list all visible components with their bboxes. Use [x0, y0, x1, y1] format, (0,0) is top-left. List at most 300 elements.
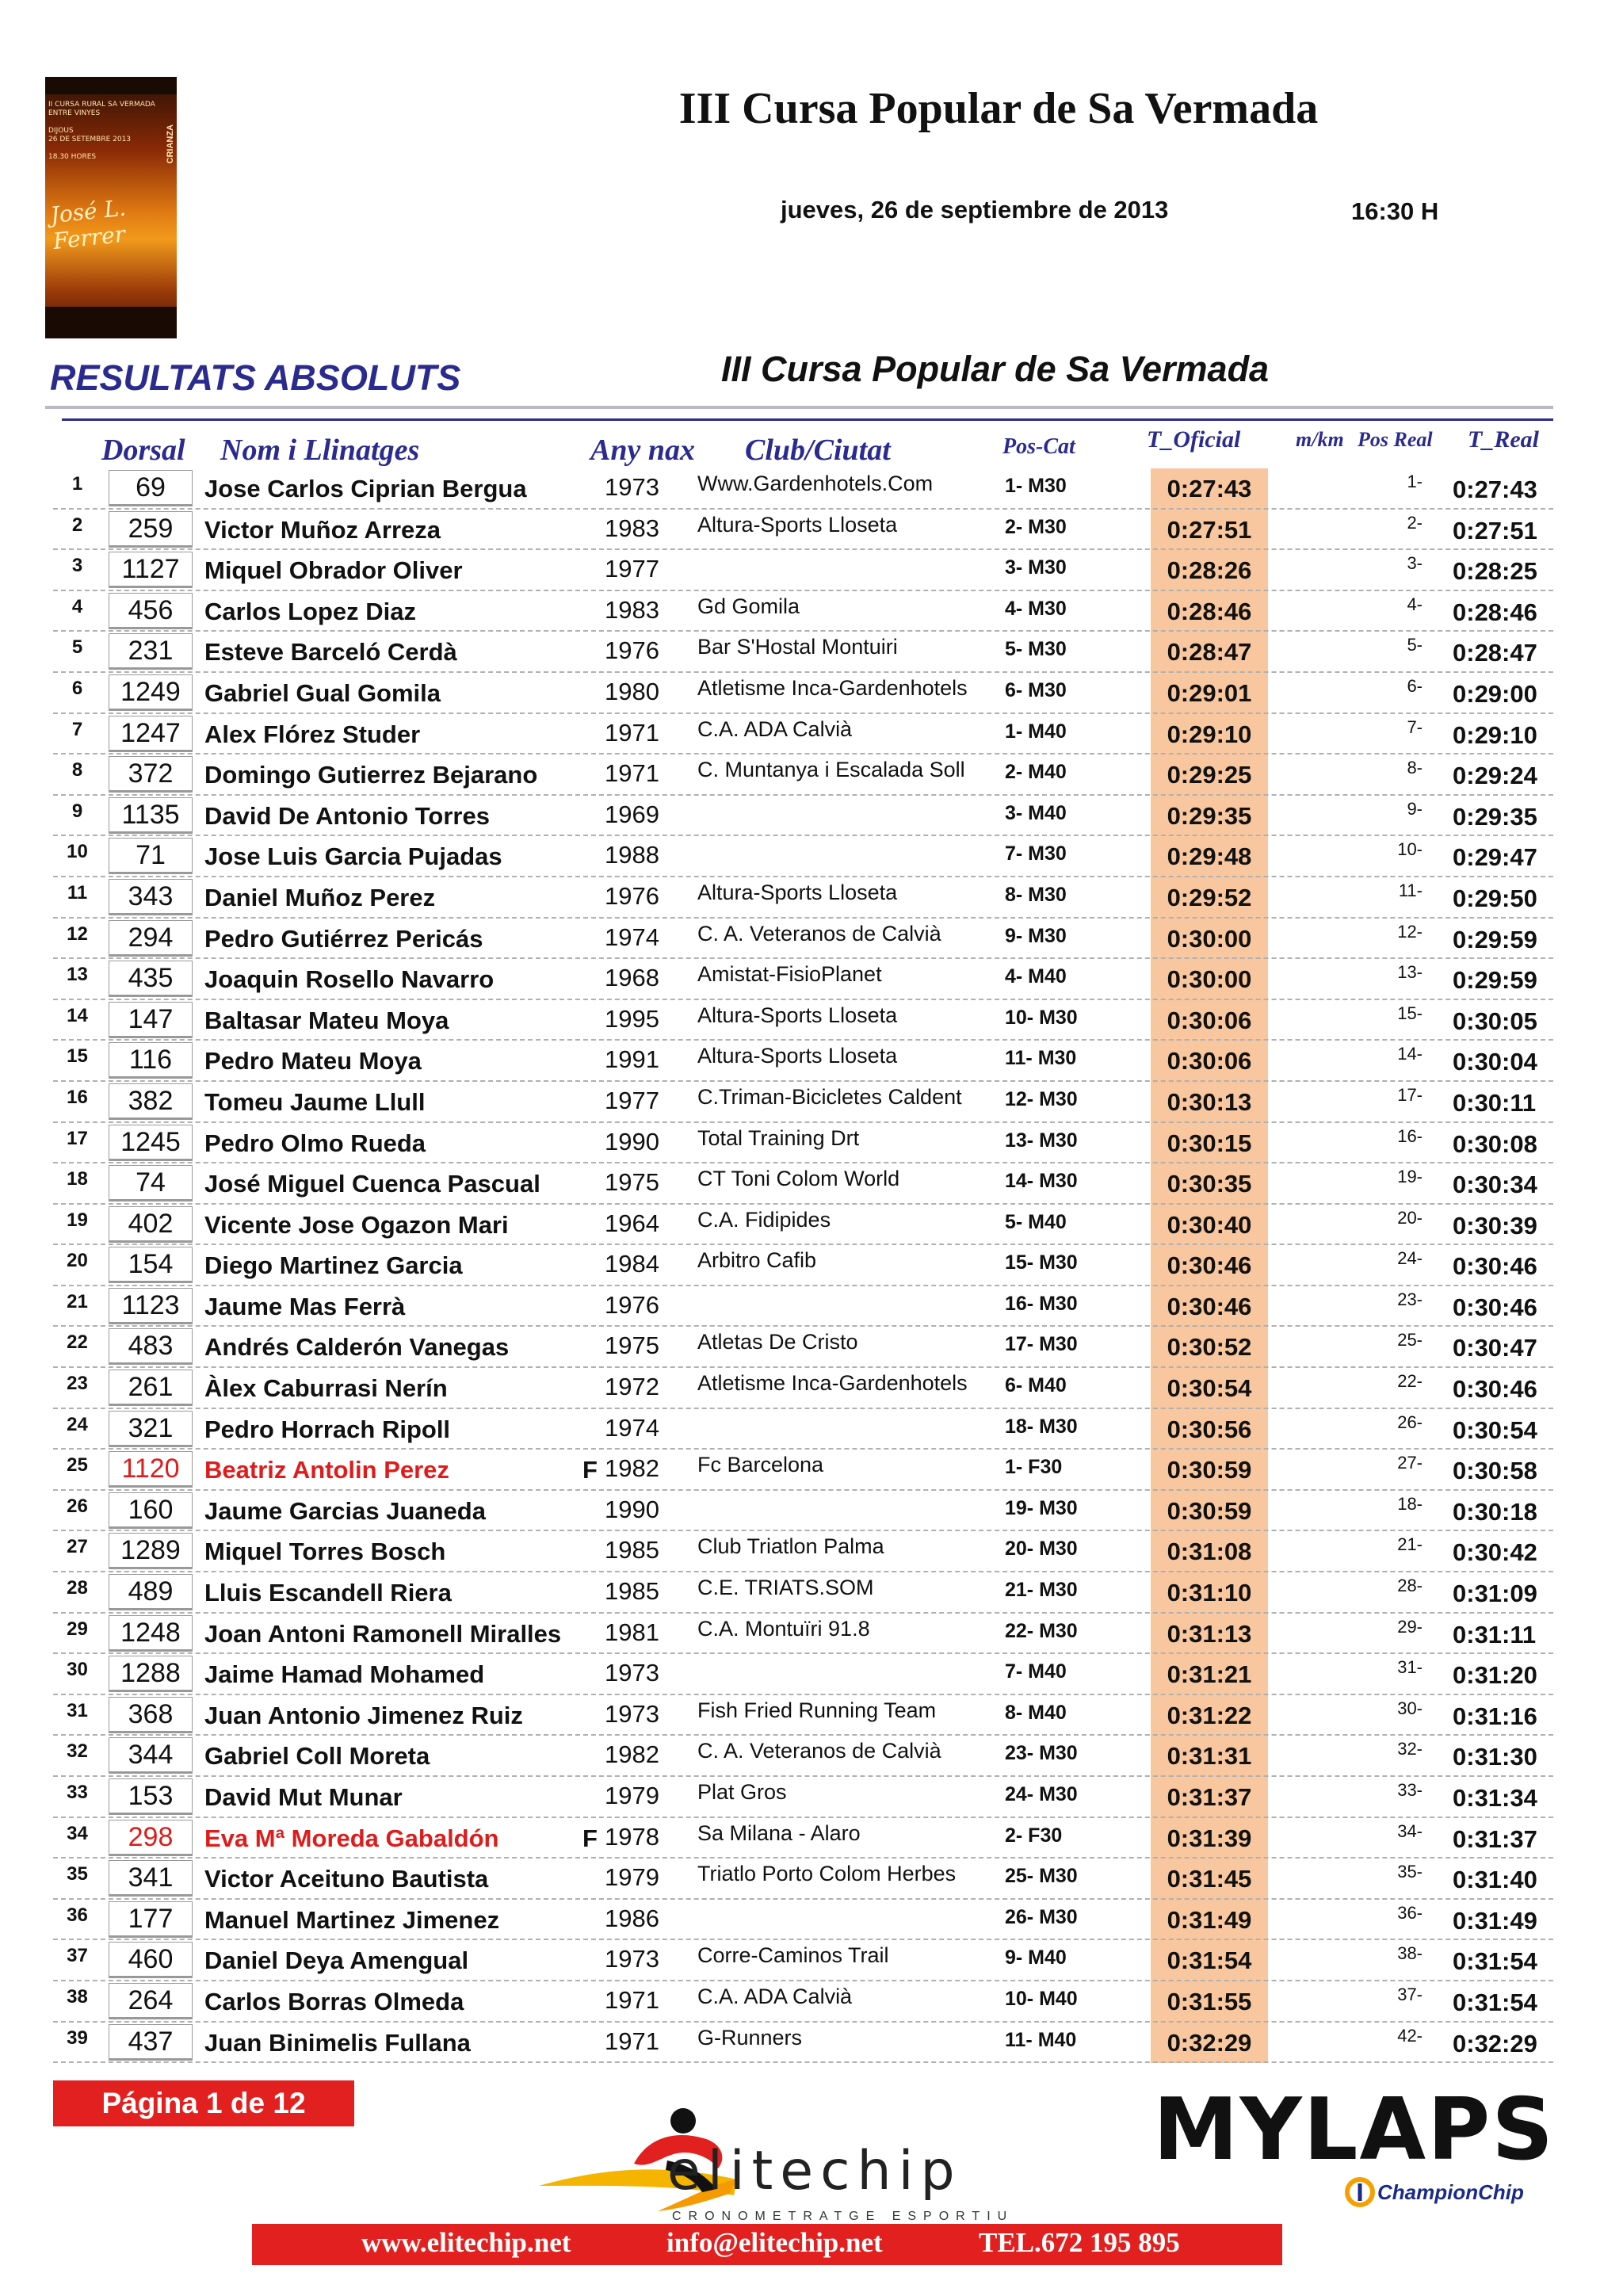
row-position: 25	[67, 1454, 88, 1477]
row-category-position: 13- M30	[1005, 1129, 1078, 1152]
row-year: 1964	[605, 1209, 659, 1237]
event-date: jueves, 26 de septiembre de 2013	[781, 196, 1169, 223]
row-real-position: 28-	[1397, 1576, 1423, 1596]
row-club: Atletisme Inca-Gardenhotels	[697, 675, 968, 700]
row-year: 1976	[605, 636, 659, 665]
row-category-position: 1- M40	[1005, 720, 1067, 743]
row-real-position: 8-	[1407, 758, 1423, 778]
row-dorsal: 1248	[109, 1615, 193, 1652]
table-row	[0, 1695, 1623, 1736]
row-year: 1976	[605, 881, 659, 910]
row-position: 1	[71, 473, 83, 495]
row-position: 38	[67, 1985, 88, 2008]
row-real-position: 29-	[1397, 1616, 1423, 1637]
page-title: III Cursa Popular de Sa Vermada	[678, 84, 1319, 133]
row-position: 24	[67, 1413, 88, 1435]
row-club: Gd Gomila	[697, 594, 800, 618]
row-real-position: 38-	[1397, 1943, 1423, 1964]
row-category-position: 26- M30	[1005, 1905, 1078, 1928]
row-real-time: 0:29:59	[1453, 925, 1537, 953]
row-year: 1973	[605, 473, 659, 501]
col-header-treal: T_Real	[1468, 426, 1539, 453]
row-real-time: 0:29:35	[1453, 802, 1537, 831]
row-position: 9	[71, 800, 83, 822]
row-dorsal: 343	[109, 879, 193, 915]
row-official-time: 0:29:35	[1151, 796, 1268, 837]
row-club: Club Triatlon Palma	[697, 1534, 884, 1559]
row-official-time: 0:31:21	[1151, 1654, 1268, 1695]
row-dorsal: 489	[109, 1574, 193, 1610]
row-club: Altura-Sports Lloseta	[697, 1003, 898, 1027]
row-category-position: 7- M30	[1005, 842, 1067, 865]
row-name: Àlex Caburrasi Nerín	[204, 1374, 448, 1403]
row-name: Domingo Gutierrez Bejarano	[204, 761, 538, 789]
row-dorsal: 460	[109, 1942, 193, 1978]
row-position: 11	[67, 881, 88, 904]
row-position: 27	[67, 1536, 88, 1558]
row-real-time: 0:30:34	[1453, 1171, 1537, 1199]
row-position: 20	[67, 1250, 88, 1272]
row-real-position: 20-	[1397, 1207, 1423, 1228]
row-name: Jaime Hamad Mohamed	[204, 1660, 485, 1689]
row-dorsal: 294	[109, 920, 193, 957]
row-official-time: 0:31:08	[1151, 1531, 1268, 1572]
row-name: Miquel Torres Bosch	[204, 1538, 446, 1566]
row-official-time: 0:31:54	[1151, 1940, 1268, 1981]
row-position: 4	[71, 595, 83, 617]
row-position: 28	[67, 1577, 88, 1599]
table-row	[0, 1450, 1623, 1491]
row-position: 22	[67, 1331, 88, 1354]
row-club: C.A. Fidipides	[697, 1207, 831, 1232]
row-position: 23	[67, 1373, 88, 1395]
website-link[interactable]: www.elitechip.net	[361, 2227, 571, 2258]
table-row	[0, 1981, 1623, 2023]
row-real-position: 6-	[1407, 675, 1423, 696]
mylaps-logo: MYLAPS	[1153, 2080, 1556, 2179]
row-real-position: 14-	[1397, 1044, 1423, 1064]
row-real-time: 0:31:40	[1453, 1866, 1537, 1894]
row-official-time: 0:30:59	[1151, 1450, 1268, 1491]
row-name: Manuel Martinez Jimenez	[204, 1905, 500, 1934]
section-subtitle: III Cursa Popular de Sa Vermada	[721, 349, 1270, 389]
row-dorsal: 341	[109, 1860, 193, 1897]
row-category-position: 24- M30	[1005, 1783, 1078, 1805]
row-official-time: 0:29:52	[1151, 877, 1268, 919]
table-row	[0, 1614, 1623, 1655]
row-year: 1971	[605, 759, 659, 788]
row-position: 21	[67, 1290, 88, 1312]
row-year: 1991	[605, 1045, 659, 1074]
row-club: Fc Barcelona	[697, 1453, 824, 1477]
col-header-dorsal: Dorsal	[101, 434, 185, 467]
row-real-time: 0:30:18	[1453, 1497, 1537, 1526]
row-name: Jaume Garcias Juaneda	[204, 1496, 486, 1525]
row-dorsal: 483	[109, 1328, 193, 1365]
table-row	[0, 510, 1623, 551]
row-name: Jaume Mas Ferrà	[204, 1292, 406, 1320]
row-name: Jose Carlos Ciprian Bergua	[204, 475, 527, 502]
row-category-position: 3- M30	[1005, 556, 1067, 579]
row-real-time: 0:30:42	[1453, 1538, 1537, 1567]
row-position: 7	[71, 718, 83, 740]
row-position: 17	[67, 1127, 88, 1149]
row-position: 36	[67, 1904, 88, 1926]
poster-side-text: CRIANZA	[166, 124, 175, 164]
row-official-time: 0:31:37	[1151, 1777, 1268, 1818]
row-real-position: 5-	[1407, 635, 1423, 655]
col-header-mkm: m/km	[1296, 428, 1344, 451]
row-year: 1973	[605, 1945, 659, 1973]
row-dorsal: 264	[109, 1983, 193, 2019]
row-name: Diego Martinez Garcia	[204, 1251, 463, 1280]
row-name: Eva Mª Moreda Gabaldón	[204, 1824, 499, 1852]
row-position: 15	[67, 1045, 88, 1068]
row-category-position: 9- M40	[1005, 1946, 1067, 1969]
row-year: 1971	[605, 2027, 659, 2055]
row-real-position: 42-	[1397, 2025, 1423, 2046]
table-row	[0, 550, 1623, 591]
col-header-year: Any nax	[590, 434, 695, 467]
row-year: 1983	[605, 595, 659, 624]
row-position: 19	[67, 1209, 88, 1231]
table-row	[0, 1245, 1623, 1286]
row-real-time: 0:30:46	[1453, 1293, 1537, 1321]
row-club: Amistat-FisioPlanet	[697, 962, 882, 987]
row-official-time: 0:31:49	[1151, 1900, 1268, 1941]
row-name: David De Antonio Torres	[204, 801, 490, 830]
row-year: 1971	[605, 718, 659, 747]
row-sex: F	[582, 1456, 598, 1484]
phone-number: TEL.672 195 895	[979, 2227, 1180, 2258]
row-official-time: 0:29:25	[1151, 755, 1268, 796]
row-dorsal: 160	[109, 1492, 193, 1529]
table-row	[0, 1818, 1623, 1859]
row-official-time: 0:31:13	[1151, 1614, 1268, 1655]
row-name: Beatriz Antolin Perez	[204, 1456, 449, 1484]
col-header-toficial: T_Oficial	[1147, 426, 1241, 453]
row-year: 1982	[605, 1454, 659, 1483]
row-club: C. A. Veteranos de Calvià	[697, 1739, 941, 1763]
row-year: 1968	[605, 964, 659, 992]
row-year: 1976	[605, 1290, 659, 1319]
row-category-position: 4- M40	[1005, 965, 1067, 988]
row-dorsal: 321	[109, 1411, 193, 1447]
row-dorsal: 1123	[109, 1288, 193, 1324]
row-official-time: 0:30:54	[1151, 1368, 1268, 1409]
row-real-time: 0:31:16	[1453, 1702, 1537, 1730]
row-dorsal: 1289	[109, 1533, 193, 1569]
row-real-time: 0:29:24	[1453, 762, 1537, 790]
row-year: 1990	[605, 1127, 659, 1156]
row-real-time: 0:30:46	[1453, 1252, 1537, 1281]
row-category-position: 8- M30	[1005, 883, 1067, 906]
row-official-time: 0:31:31	[1151, 1736, 1268, 1777]
row-real-time: 0:30:54	[1453, 1415, 1537, 1444]
row-position: 26	[67, 1495, 88, 1517]
row-dorsal: 1245	[109, 1125, 193, 1161]
table-row	[0, 1409, 1623, 1450]
results-table	[0, 468, 1623, 2063]
email-link[interactable]: info@elitechip.net	[666, 2227, 883, 2258]
row-name: Pedro Horrach Ripoll	[204, 1415, 451, 1443]
section-title: RESULTATS ABSOLUTS	[50, 357, 461, 398]
col-header-club: Club/Ciutat	[745, 434, 891, 467]
row-real-time: 0:31:09	[1453, 1580, 1537, 1608]
row-real-time: 0:29:59	[1453, 966, 1537, 995]
row-real-position: 22-	[1397, 1371, 1423, 1392]
row-category-position: 1- M30	[1005, 475, 1067, 497]
row-year: 1990	[605, 1495, 659, 1523]
row-name: Victor Muñoz Arreza	[204, 515, 441, 544]
row-real-time: 0:31:20	[1453, 1661, 1537, 1690]
row-category-position: 2- M40	[1005, 761, 1067, 784]
row-dorsal: 1249	[109, 674, 193, 711]
row-official-time: 0:27:51	[1151, 510, 1268, 551]
row-name: Vicente Jose Ogazon Mari	[204, 1210, 509, 1239]
row-category-position: 3- M40	[1005, 801, 1067, 824]
row-category-position: 6- M40	[1005, 1374, 1067, 1397]
row-name: Carlos Borras Olmeda	[204, 1987, 464, 2015]
row-name: Daniel Deya Amengual	[204, 1946, 469, 1975]
row-official-time: 0:30:35	[1151, 1163, 1268, 1205]
row-real-time: 0:32:29	[1453, 2029, 1537, 2057]
contact-bar	[252, 2224, 1282, 2265]
row-category-position: 23- M30	[1005, 1742, 1078, 1765]
row-official-time: 0:30:46	[1151, 1245, 1268, 1286]
row-real-position: 18-	[1397, 1493, 1423, 1514]
row-real-position: 10-	[1397, 839, 1423, 860]
row-club: Altura-Sports Lloseta	[697, 512, 898, 537]
row-category-position: 21- M30	[1005, 1579, 1078, 1602]
row-real-position: 3-	[1407, 553, 1423, 574]
row-position: 6	[71, 677, 83, 699]
row-year: 1979	[605, 1863, 659, 1892]
row-category-position: 19- M30	[1005, 1496, 1078, 1519]
row-real-time: 0:31:30	[1453, 1743, 1537, 1771]
row-name: Daniel Muñoz Perez	[204, 883, 436, 911]
row-club: Corre-Caminos Trail	[697, 1943, 889, 1968]
row-real-position: 26-	[1397, 1412, 1423, 1432]
row-name: Tomeu Jaume Llull	[204, 1087, 426, 1116]
row-name: Gabriel Gual Gomila	[204, 678, 441, 707]
row-club: Sa Milana - Alaro	[697, 1820, 861, 1845]
row-real-position: 9-	[1407, 798, 1423, 819]
row-dorsal: 372	[109, 756, 193, 793]
row-category-position: 17- M30	[1005, 1333, 1078, 1356]
row-category-position: 25- M30	[1005, 1865, 1078, 1888]
row-club: C.A. ADA Calvià	[697, 716, 853, 741]
row-category-position: 10- M30	[1005, 1006, 1078, 1029]
row-real-position: 33-	[1397, 1780, 1423, 1800]
row-name: David Mut Munar	[204, 1783, 403, 1811]
row-year: 1975	[605, 1168, 659, 1197]
row-position: 35	[67, 1863, 88, 1885]
row-official-time: 0:32:29	[1151, 2023, 1268, 2064]
row-dorsal: 368	[109, 1697, 193, 1733]
table-row	[0, 1327, 1623, 1368]
row-real-time: 0:29:47	[1453, 843, 1537, 872]
row-category-position: 7- M40	[1005, 1660, 1067, 1683]
row-official-time: 0:31:22	[1151, 1695, 1268, 1736]
table-row	[0, 1859, 1623, 1900]
row-real-position: 31-	[1397, 1657, 1423, 1678]
row-name: Juan Antonio Jimenez Ruiz	[204, 1701, 523, 1729]
row-real-time: 0:29:50	[1453, 884, 1537, 912]
event-poster-image	[45, 77, 177, 338]
row-position: 5	[71, 636, 83, 659]
row-club: Atletisme Inca-Gardenhotels	[697, 1371, 968, 1396]
row-real-time: 0:29:00	[1453, 679, 1537, 708]
row-real-position: 32-	[1397, 1739, 1423, 1759]
table-row	[0, 877, 1623, 919]
row-year: 1978	[605, 1822, 659, 1851]
row-year: 1982	[605, 1740, 659, 1769]
row-year: 1974	[605, 1413, 659, 1442]
row-real-position: 19-	[1397, 1167, 1423, 1187]
row-category-position: 2- M30	[1005, 515, 1067, 538]
row-real-position: 1-	[1407, 472, 1423, 491]
row-position: 29	[67, 1618, 88, 1640]
row-club: Plat Gros	[697, 1780, 787, 1804]
row-name: Pedro Olmo Rueda	[204, 1129, 426, 1157]
table-row	[0, 796, 1623, 837]
row-real-position: 2-	[1407, 512, 1423, 533]
row-name: Alex Flórez Studer	[204, 720, 421, 748]
row-dorsal: 1135	[109, 797, 193, 834]
row-real-time: 0:30:39	[1453, 1211, 1537, 1240]
table-row	[0, 1163, 1623, 1205]
row-real-position: 13-	[1397, 962, 1423, 983]
row-position: 2	[71, 514, 83, 536]
row-club: C. A. Veteranos de Calvià	[697, 921, 941, 946]
row-official-time: 0:30:56	[1151, 1409, 1268, 1450]
row-year: 1973	[605, 1699, 659, 1728]
row-sex: F	[582, 1824, 598, 1852]
row-year: 1983	[605, 514, 659, 542]
row-position: 31	[67, 1699, 88, 1721]
row-position: 18	[67, 1168, 88, 1190]
row-separator	[53, 2061, 1553, 2063]
row-category-position: 11- M40	[1005, 2028, 1077, 2051]
row-club: Fish Fried Running Team	[697, 1698, 937, 1722]
row-name: Victor Aceituno Bautista	[204, 1865, 489, 1893]
page-indicator: Página 1 de 12	[53, 2080, 354, 2126]
row-position: 12	[67, 923, 88, 945]
table-row	[0, 1286, 1623, 1328]
row-dorsal: 177	[109, 1901, 193, 1938]
table-row	[0, 1900, 1623, 1941]
row-year: 1985	[605, 1536, 659, 1564]
row-official-time: 0:29:01	[1151, 673, 1268, 714]
row-club: Bar S'Hostal Montuiri	[697, 635, 898, 659]
championchip-icon	[1345, 2177, 1375, 2207]
row-club: C.A. ADA Calvià	[697, 1984, 853, 2008]
row-real-time: 0:31:34	[1453, 1784, 1537, 1812]
row-position: 32	[67, 1740, 88, 1763]
championchip-logo: ChampionChip	[1377, 2180, 1524, 2204]
row-club: Atletas De Cristo	[697, 1330, 858, 1354]
row-official-time: 0:31:39	[1151, 1818, 1268, 1859]
row-official-time: 0:28:47	[1151, 632, 1268, 673]
row-position: 13	[67, 964, 88, 986]
row-name: Lluis Escandell Riera	[204, 1579, 452, 1607]
row-dorsal: 402	[109, 1206, 193, 1243]
row-real-time: 0:30:46	[1453, 1375, 1537, 1404]
table-row	[0, 836, 1623, 877]
row-category-position: 9- M30	[1005, 924, 1067, 947]
row-name: Gabriel Coll Moreta	[204, 1742, 430, 1771]
row-club: Total Training Drt	[697, 1125, 860, 1150]
row-dorsal: 74	[109, 1165, 193, 1201]
row-real-time: 0:28:46	[1453, 598, 1537, 626]
row-real-time: 0:31:54	[1453, 1947, 1537, 1976]
table-row	[0, 591, 1623, 632]
row-real-position: 25-	[1397, 1330, 1423, 1350]
row-real-position: 15-	[1397, 1003, 1423, 1023]
row-position: 8	[71, 759, 83, 781]
row-category-position: 2- F30	[1005, 1824, 1063, 1847]
row-official-time: 0:30:00	[1151, 919, 1268, 960]
row-official-time: 0:30:46	[1151, 1286, 1268, 1328]
row-club: Arbitro Cafib	[697, 1248, 817, 1273]
table-row	[0, 959, 1623, 1000]
row-year: 1969	[605, 800, 659, 828]
row-real-time: 0:30:58	[1453, 1457, 1537, 1485]
row-official-time: 0:30:00	[1151, 959, 1268, 1000]
row-year: 1975	[605, 1331, 659, 1360]
row-year: 1988	[605, 841, 659, 869]
table-row	[0, 632, 1623, 673]
row-dorsal: 1120	[109, 1451, 193, 1488]
row-dorsal: 69	[109, 470, 193, 506]
row-club: CT Toni Colom World	[697, 1167, 900, 1191]
row-dorsal: 259	[109, 511, 193, 548]
table-row	[0, 1082, 1623, 1123]
row-real-time: 0:30:11	[1453, 1088, 1537, 1117]
row-dorsal: 344	[109, 1737, 193, 1774]
row-dorsal: 71	[109, 838, 193, 874]
row-category-position: 15- M30	[1005, 1251, 1078, 1274]
row-real-position: 36-	[1397, 1902, 1423, 1923]
row-name: Baltasar Mateu Moya	[204, 1006, 449, 1034]
row-category-position: 4- M30	[1005, 597, 1067, 620]
row-category-position: 22- M30	[1005, 1619, 1078, 1642]
table-row	[0, 673, 1623, 714]
row-position: 14	[67, 1004, 88, 1026]
row-official-time: 0:27:43	[1151, 468, 1268, 510]
row-official-time: 0:29:10	[1151, 714, 1268, 755]
row-year: 1986	[605, 1904, 659, 1932]
row-year: 1981	[605, 1618, 659, 1646]
row-category-position: 10- M40	[1005, 1987, 1078, 2010]
row-club: C.A. Montuïri 91.8	[697, 1616, 870, 1641]
row-name: Andrés Calderón Vanegas	[204, 1333, 510, 1362]
row-year: 1979	[605, 1782, 659, 1809]
row-official-time: 0:30:15	[1151, 1123, 1268, 1164]
row-real-position: 16-	[1397, 1125, 1423, 1146]
row-real-position: 35-	[1397, 1862, 1423, 1882]
row-club: Triatlo Porto Colom Herbes	[697, 1862, 957, 1886]
row-dorsal: 154	[109, 1247, 193, 1283]
col-header-posreal: Pos Real	[1358, 428, 1433, 451]
row-dorsal: 231	[109, 633, 193, 670]
table-row	[0, 1368, 1623, 1409]
row-name: Joaquin Rosello Navarro	[204, 965, 495, 994]
row-category-position: 16- M30	[1005, 1292, 1078, 1315]
row-real-position: 17-	[1397, 1084, 1423, 1105]
poster-brand: José L. Ferrer	[48, 194, 128, 255]
